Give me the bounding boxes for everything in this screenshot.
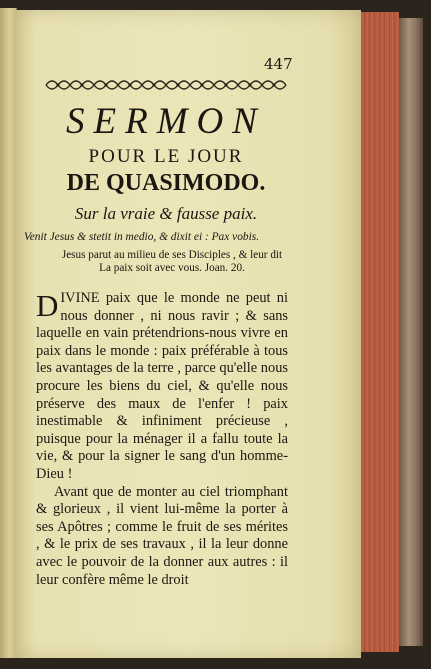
subtitle-theme: Sur la vraie & fausse paix.	[74, 204, 258, 223]
paragraph-1-text: paix que le monde ne peut ni nous donner , ni nous ravir ; & sans laquelle en vain prétendrions-nous vivre en paix dans le monde : paix préférable à tous les avantages de la terre , parce qu'elle nous procure les biens du ciel, & qu'elle nous préserve des maux de l'enfer ! paix inestimable & infiniment précieuse , puisque pour la ménager il a fallu toute la vie, & pour la signer le sang d'un homme-Dieu !	[36, 290, 288, 482]
facing-page-edge	[0, 8, 17, 658]
epigraph-french-line2: La paix soit avec vous. Joan. 20.	[99, 262, 245, 274]
epigraph-french-line1: Jesus parut au milieu de ses Disciples , & leur dit	[61, 249, 283, 261]
page-number: 447	[264, 55, 293, 73]
paragraph-1	[36, 290, 288, 484]
opening-word: IVINE	[60, 290, 100, 306]
sermon-title: SERMON	[66, 101, 266, 142]
subtitle-quasimodo: DE QUASIMODO.	[66, 170, 266, 196]
subtitle-pour-le-jour: POUR LE JOUR	[88, 146, 244, 167]
paragraph-2: Avant que de monter au ciel triomphant & glorieux , il vient lui-même la porter à ses Apôtres ; comme le fruit de ses mérites , & le prix de ses travaux , il la leur donne avec le pouvoir de la donner aux autres : il leur confère même le droit	[36, 483, 288, 588]
sermon-body	[36, 290, 288, 589]
ornament-band-icon	[44, 76, 289, 94]
drop-cap: D	[36, 288, 59, 323]
page-edges	[361, 12, 399, 652]
book-cover	[399, 18, 423, 646]
epigraph-latin: Venit Jesus & stetit in medio, & dixit ei : Pax vobis.	[24, 231, 260, 243]
epigraph-french	[22, 249, 322, 275]
